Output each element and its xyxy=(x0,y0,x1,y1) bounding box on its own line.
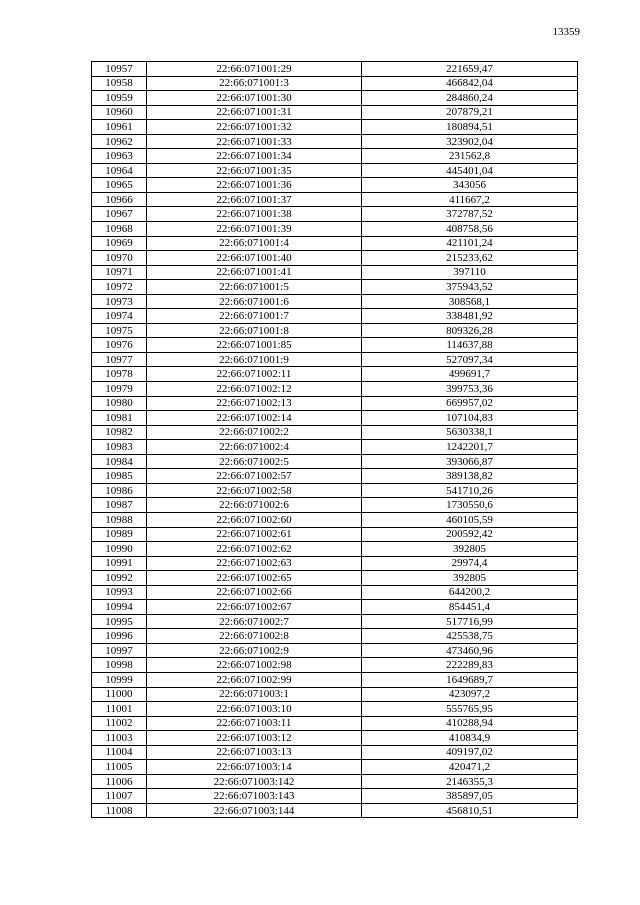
row-number-cell: 10975 xyxy=(92,323,147,338)
cadastral-number-cell: 22:66:071001:39 xyxy=(147,222,362,237)
row-number-cell: 10986 xyxy=(92,483,147,498)
value-cell: 221659,47 xyxy=(362,62,578,77)
row-number-cell: 10968 xyxy=(92,222,147,237)
row-number-cell: 11000 xyxy=(92,687,147,702)
table-row xyxy=(92,192,578,207)
value-cell: 456810,51 xyxy=(362,803,578,818)
cadastral-number-cell: 22:66:071003:10 xyxy=(147,702,362,717)
table-row xyxy=(92,149,578,164)
value-cell: 1730550,6 xyxy=(362,498,578,513)
table-row xyxy=(92,454,578,469)
cadastral-number-cell: 22:66:071002:6 xyxy=(147,498,362,513)
row-number-cell: 10987 xyxy=(92,498,147,513)
value-cell: 222289,83 xyxy=(362,658,578,673)
cadastral-number-cell: 22:66:071002:60 xyxy=(147,512,362,527)
row-number-cell: 10991 xyxy=(92,556,147,571)
value-cell: 527097,34 xyxy=(362,352,578,367)
cadastral-number-cell: 22:66:071001:8 xyxy=(147,323,362,338)
value-cell: 284860,24 xyxy=(362,91,578,106)
table-row xyxy=(92,76,578,91)
cadastral-number-cell: 22:66:071003:143 xyxy=(147,789,362,804)
cadastral-number-cell: 22:66:071002:14 xyxy=(147,411,362,426)
cadastral-number-cell: 22:66:071003:13 xyxy=(147,745,362,760)
table-row xyxy=(92,207,578,222)
table-row xyxy=(92,163,578,178)
row-number-cell: 10977 xyxy=(92,352,147,367)
row-number-cell: 11001 xyxy=(92,702,147,717)
table-row xyxy=(92,542,578,557)
value-cell: 421101,24 xyxy=(362,236,578,251)
cadastral-number-cell: 22:66:071001:31 xyxy=(147,105,362,120)
row-number-cell: 10997 xyxy=(92,643,147,658)
cadastral-number-cell: 22:66:071001:29 xyxy=(147,62,362,77)
table-row xyxy=(92,396,578,411)
cadastral-number-cell: 22:66:071002:2 xyxy=(147,425,362,440)
table-row xyxy=(92,91,578,106)
cadastral-number-cell: 22:66:071001:34 xyxy=(147,149,362,164)
value-cell: 410834,9 xyxy=(362,731,578,746)
row-number-cell: 11008 xyxy=(92,803,147,818)
row-number-cell: 10995 xyxy=(92,614,147,629)
row-number-cell: 10972 xyxy=(92,280,147,295)
value-cell: 231562,8 xyxy=(362,149,578,164)
value-cell: 423097,2 xyxy=(362,687,578,702)
row-number-cell: 10999 xyxy=(92,672,147,687)
table-row xyxy=(92,585,578,600)
table-row xyxy=(92,527,578,542)
row-number-cell: 10990 xyxy=(92,542,147,557)
table-row xyxy=(92,62,578,77)
value-cell: 200592,42 xyxy=(362,527,578,542)
cadastral-number-cell: 22:66:071003:144 xyxy=(147,803,362,818)
table-row xyxy=(92,789,578,804)
row-number-cell: 10978 xyxy=(92,367,147,382)
value-cell: 29974,4 xyxy=(362,556,578,571)
value-cell: 460105,59 xyxy=(362,512,578,527)
value-cell: 669957,02 xyxy=(362,396,578,411)
cadastral-number-cell: 22:66:071003:12 xyxy=(147,731,362,746)
cadastral-number-cell: 22:66:071002:7 xyxy=(147,614,362,629)
table-row xyxy=(92,614,578,629)
cadastral-number-cell: 22:66:071002:11 xyxy=(147,367,362,382)
row-number-cell: 10994 xyxy=(92,600,147,615)
table-row xyxy=(92,483,578,498)
row-number-cell: 10958 xyxy=(92,76,147,91)
cadastral-number-cell: 22:66:071002:65 xyxy=(147,571,362,586)
table-row xyxy=(92,440,578,455)
table-row xyxy=(92,731,578,746)
value-cell: 420471,2 xyxy=(362,760,578,775)
cadastral-number-cell: 22:66:071001:36 xyxy=(147,178,362,193)
row-number-cell: 10964 xyxy=(92,163,147,178)
value-cell: 207879,21 xyxy=(362,105,578,120)
value-cell: 5630338,1 xyxy=(362,425,578,440)
value-cell: 389138,82 xyxy=(362,469,578,484)
data-table xyxy=(91,61,578,818)
value-cell: 114637,88 xyxy=(362,338,578,353)
value-cell: 466842,04 xyxy=(362,76,578,91)
cadastral-number-cell: 22:66:071001:7 xyxy=(147,309,362,324)
cadastral-number-cell: 22:66:071002:58 xyxy=(147,483,362,498)
table-row xyxy=(92,571,578,586)
cadastral-number-cell: 22:66:071001:6 xyxy=(147,294,362,309)
table-row xyxy=(92,134,578,149)
row-number-cell: 10998 xyxy=(92,658,147,673)
table-row xyxy=(92,600,578,615)
value-cell: 215233,62 xyxy=(362,251,578,266)
value-cell: 425538,75 xyxy=(362,629,578,644)
cadastral-number-cell: 22:66:071001:9 xyxy=(147,352,362,367)
value-cell: 385897,05 xyxy=(362,789,578,804)
table-row xyxy=(92,716,578,731)
table-row xyxy=(92,222,578,237)
table-row xyxy=(92,178,578,193)
table-row xyxy=(92,760,578,775)
value-cell: 517716,99 xyxy=(362,614,578,629)
table-row xyxy=(92,425,578,440)
row-number-cell: 10973 xyxy=(92,294,147,309)
value-cell: 392805 xyxy=(362,542,578,557)
value-cell: 397110 xyxy=(362,265,578,280)
row-number-cell: 11007 xyxy=(92,789,147,804)
row-number-cell: 10969 xyxy=(92,236,147,251)
value-cell: 393066,87 xyxy=(362,454,578,469)
value-cell: 411667,2 xyxy=(362,192,578,207)
cadastral-number-cell: 22:66:071001:32 xyxy=(147,120,362,135)
cadastral-number-cell: 22:66:071001:35 xyxy=(147,163,362,178)
cadastral-number-cell: 22:66:071001:38 xyxy=(147,207,362,222)
value-cell: 854451,4 xyxy=(362,600,578,615)
table-row xyxy=(92,382,578,397)
row-number-cell: 10960 xyxy=(92,105,147,120)
cadastral-number-cell: 22:66:071002:67 xyxy=(147,600,362,615)
table-row xyxy=(92,236,578,251)
row-number-cell: 10966 xyxy=(92,192,147,207)
table-row xyxy=(92,629,578,644)
cadastral-number-cell: 22:66:071003:1 xyxy=(147,687,362,702)
value-cell: 372787,52 xyxy=(362,207,578,222)
row-number-cell: 10988 xyxy=(92,512,147,527)
value-cell: 338481,92 xyxy=(362,309,578,324)
row-number-cell: 10961 xyxy=(92,120,147,135)
cadastral-number-cell: 22:66:071001:41 xyxy=(147,265,362,280)
table-row xyxy=(92,120,578,135)
table-row xyxy=(92,251,578,266)
table-row xyxy=(92,280,578,295)
row-number-cell: 10979 xyxy=(92,382,147,397)
value-cell: 541710,26 xyxy=(362,483,578,498)
table-row xyxy=(92,469,578,484)
table-row xyxy=(92,367,578,382)
table-row xyxy=(92,658,578,673)
row-number-cell: 10962 xyxy=(92,134,147,149)
cadastral-number-cell: 22:66:071002:98 xyxy=(147,658,362,673)
row-number-cell: 10970 xyxy=(92,251,147,266)
cadastral-number-cell: 22:66:071001:3 xyxy=(147,76,362,91)
row-number-cell: 10985 xyxy=(92,469,147,484)
cadastral-number-cell: 22:66:071002:57 xyxy=(147,469,362,484)
row-number-cell: 11006 xyxy=(92,774,147,789)
row-number-cell: 10992 xyxy=(92,571,147,586)
cadastral-number-cell: 22:66:071003:142 xyxy=(147,774,362,789)
value-cell: 399753,36 xyxy=(362,382,578,397)
table-row xyxy=(92,672,578,687)
value-cell: 809326,28 xyxy=(362,323,578,338)
table-row xyxy=(92,323,578,338)
value-cell: 555765,95 xyxy=(362,702,578,717)
row-number-cell: 11002 xyxy=(92,716,147,731)
cadastral-number-cell: 22:66:071002:13 xyxy=(147,396,362,411)
row-number-cell: 11004 xyxy=(92,745,147,760)
value-cell: 392805 xyxy=(362,571,578,586)
row-number-cell: 10965 xyxy=(92,178,147,193)
row-number-cell: 11003 xyxy=(92,731,147,746)
value-cell: 473460,96 xyxy=(362,643,578,658)
row-number-cell: 10993 xyxy=(92,585,147,600)
value-cell: 323902,04 xyxy=(362,134,578,149)
value-cell: 2146355,3 xyxy=(362,774,578,789)
cadastral-number-cell: 22:66:071003:11 xyxy=(147,716,362,731)
cadastral-number-cell: 22:66:071002:8 xyxy=(147,629,362,644)
table-row xyxy=(92,352,578,367)
page-number: 13359 xyxy=(552,26,580,38)
row-number-cell: 10996 xyxy=(92,629,147,644)
row-number-cell: 11005 xyxy=(92,760,147,775)
row-number-cell: 10981 xyxy=(92,411,147,426)
table-row xyxy=(92,309,578,324)
value-cell: 499691,7 xyxy=(362,367,578,382)
value-cell: 410288,94 xyxy=(362,716,578,731)
row-number-cell: 10959 xyxy=(92,91,147,106)
cadastral-number-cell: 22:66:071002:66 xyxy=(147,585,362,600)
cadastral-number-cell: 22:66:071002:12 xyxy=(147,382,362,397)
cadastral-number-cell: 22:66:071002:9 xyxy=(147,643,362,658)
cadastral-number-cell: 22:66:071001:37 xyxy=(147,192,362,207)
table-row xyxy=(92,803,578,818)
row-number-cell: 10976 xyxy=(92,338,147,353)
cadastral-number-cell: 22:66:071002:63 xyxy=(147,556,362,571)
value-cell: 644200,2 xyxy=(362,585,578,600)
row-number-cell: 10983 xyxy=(92,440,147,455)
row-number-cell: 10982 xyxy=(92,425,147,440)
table-row xyxy=(92,774,578,789)
value-cell: 1242201,7 xyxy=(362,440,578,455)
cadastral-number-cell: 22:66:071001:30 xyxy=(147,91,362,106)
table-row xyxy=(92,338,578,353)
cadastral-number-cell: 22:66:071002:62 xyxy=(147,542,362,557)
table-row xyxy=(92,294,578,309)
table-row xyxy=(92,512,578,527)
value-cell: 408758,56 xyxy=(362,222,578,237)
value-cell: 107104,83 xyxy=(362,411,578,426)
row-number-cell: 10967 xyxy=(92,207,147,222)
value-cell: 308568,1 xyxy=(362,294,578,309)
cadastral-number-cell: 22:66:071001:40 xyxy=(147,251,362,266)
table-row xyxy=(92,702,578,717)
table-row xyxy=(92,745,578,760)
value-cell: 375943,52 xyxy=(362,280,578,295)
cadastral-number-cell: 22:66:071002:99 xyxy=(147,672,362,687)
table-row xyxy=(92,498,578,513)
cadastral-number-cell: 22:66:071002:61 xyxy=(147,527,362,542)
value-cell: 409197,02 xyxy=(362,745,578,760)
table-row xyxy=(92,105,578,120)
row-number-cell: 10963 xyxy=(92,149,147,164)
value-cell: 343056 xyxy=(362,178,578,193)
cadastral-number-cell: 22:66:071001:5 xyxy=(147,280,362,295)
table-row xyxy=(92,643,578,658)
table-row xyxy=(92,265,578,280)
row-number-cell: 10957 xyxy=(92,62,147,77)
value-cell: 445401,04 xyxy=(362,163,578,178)
cadastral-number-cell: 22:66:071002:4 xyxy=(147,440,362,455)
table-row xyxy=(92,687,578,702)
row-number-cell: 10989 xyxy=(92,527,147,542)
row-number-cell: 10974 xyxy=(92,309,147,324)
cadastral-number-cell: 22:66:071003:14 xyxy=(147,760,362,775)
table-row xyxy=(92,556,578,571)
table-body xyxy=(92,62,578,818)
row-number-cell: 10984 xyxy=(92,454,147,469)
row-number-cell: 10971 xyxy=(92,265,147,280)
row-number-cell: 10980 xyxy=(92,396,147,411)
value-cell: 180894,51 xyxy=(362,120,578,135)
value-cell: 1649689,7 xyxy=(362,672,578,687)
cadastral-number-cell: 22:66:071001:85 xyxy=(147,338,362,353)
table-row xyxy=(92,411,578,426)
cadastral-number-cell: 22:66:071001:4 xyxy=(147,236,362,251)
cadastral-number-cell: 22:66:071002:5 xyxy=(147,454,362,469)
cadastral-number-cell: 22:66:071001:33 xyxy=(147,134,362,149)
